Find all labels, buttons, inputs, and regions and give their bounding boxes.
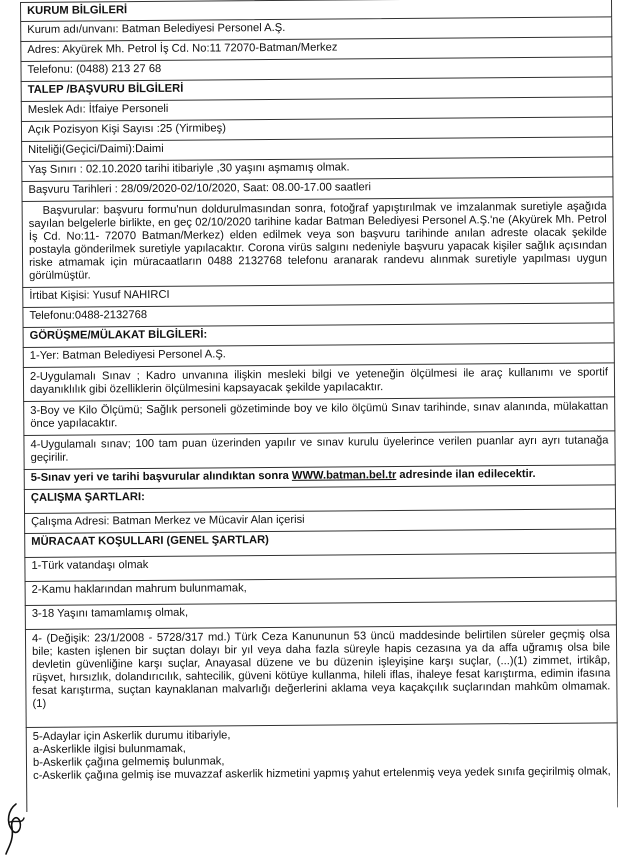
section-muracaat-header: MÜRACAAT KOŞULLARI (GENEL ŞARTLAR) (24, 529, 616, 558)
gorusme-item-3: 3-Boy ve Kilo Ölçümü; Sağlık personeli gözetiminde boy ve kilo ölçümü Sınav tarihinde, sınav alanında, mülakattan önce yapılacaktır. (23, 397, 615, 436)
calisma-adresi: Çalışma Adresi: Batman Merkez ve Mücavir Alan içerisi (24, 509, 616, 534)
muracaat-item-4: 4- (Değişik: 23/1/2008 - 5728/317 md.) Türk Ceza Kanununun 53 üncü maddesinde belirtilen süreler geçmiş olsa bile; kasten işlenen bir suçtan dolayı bir yıl veya daha fazla süreyle hapis cezasına ya da affa uğramış olsa bile devletin güvenliğine karşı suçlar, Anayasal düzene ve bu düzenin işleyişine karşı suçlar, (...)(1) zimmet, irtikâp, rüşvet, hırsızlık, dolandırıcılık, sahtecilik, güveni kötüye kullanma, hileli iflas, ihaleye fesat karıştırma, edimin ifasına fesat karıştırma, suçtan kaynaklanan malvarlığı değerlerini aklama veya kaçakçılık suçlarından mahkûm olmamak. (1) (25, 625, 618, 728)
kurum-address: Adres: Akyürek Mh. Petrol İş Cd. No:11 72070-Batman/Merkez (20, 37, 612, 62)
basvuru-tarihleri: Başvuru Tarihleri : 28/09/2020-02/10/2020, Saat: 08.00-17.00 saatleri (21, 177, 613, 202)
application-form (20, 0, 618, 858)
gorusme-item-5-pre: 5-Sınav yeri ve tarihi başvurular alındıktan sonra (30, 469, 292, 484)
gorusme-item-2: 2-Uygulamalı Sınav ; Kadro unvanına ilişkin mesleki bilgi ve yeteneğin ölçülmesi ile araç kullanımı ve sportif dayanıklılık gibi özelliklerin ölçülmesini kapsayacak şekilde yapılacaktır. (23, 363, 615, 402)
section-calisma-header: ÇALIŞMA ŞARTLARI: (24, 485, 616, 514)
askerlik-c: c-Askerlik çağına gelmiş ise muvazzaf askerlik hizmetini yapmış yahut ertelenmiş veya yedek sınıfa geçirilmiş olmak, (33, 765, 611, 782)
kurum-name: Kurum adı/unvanı: Batman Belediyesi Personel A.Ş. (20, 17, 612, 42)
section-kurum-header: KURUM BİLGİLERİ (20, 0, 612, 22)
muracaat-item-5 (26, 723, 618, 812)
irtibat-kisisi: İrtibat Kişisi: Yusuf NAHIRCI (22, 283, 614, 308)
askerlik-b: b-Askerlik çağına gelmemiş bulunmak, (32, 755, 225, 769)
handwritten-signature (2, 800, 28, 856)
muracaat-item-2: 2-Kamu haklarından mahrum bulunmamak, (25, 577, 617, 606)
yas-siniri: Yaş Sınırı : 02.10.2020 tarihi itibariyle ,30 yaşını aşmamış olmak. (21, 157, 613, 182)
askerlik-title: 5-Adaylar için Askerlik durumu itibariyle, (32, 729, 231, 743)
meslek-adi: Meslek Adı: İtfaiye Personeli (21, 97, 613, 122)
irtibat-telefon: Telefonu:0488-2132768 (22, 303, 614, 328)
askerlik-a: a-Askerlikle ilgisi bulunmamak, (32, 742, 186, 756)
acik-pozisyon: Açık Pozisyon Kişi Sayısı :25 (Yirmibeş) (21, 117, 613, 142)
basvuru-paragraph: Başvurular: başvuru formu'nun doldurulmasından sonra, fotoğraf yapıştırılmak ve imzalanmak suretiyle aşağıda sayılan belgelerle birlikte, en geç 02/10/2020 tarihine kadar Batman Belediyesi Personel A.Ş.'ne (Akyürek Mh. Petrol İş Cd. No:11- 72070 Batman/Merkez) elden edilmek veya son başvuru tarihinde anılan adreste olacak şekilde postayla gönderilmek suretiyle yapılacaktır. Corona virüs salgını nedeniyle başvuru yapacak kişiler sağlık açısından riske atmamak için müracaatların 0488 2132768 telefonu aranarak randevu alınmak suretiyle yapılması uygun görülmüştür. (22, 197, 615, 288)
kurum-phone: Telefonu: (0488) 213 27 68 (20, 57, 612, 82)
gorusme-item-4: 4-Uygulamalı sınav; 100 tam puan üzerinden yapılır ve sınav kurulu üyelerince verilen puanlar ayrı ayrı tutanağa geçirilir. (23, 431, 615, 470)
section-talep-header: TALEP /BAŞVURU BİLGİLERİ (21, 77, 613, 102)
muracaat-item-1: 1-Türk vatandaşı olmak (24, 553, 616, 582)
gorusme-item-1: 1-Yer: Batman Belediyesi Personel A.Ş. (23, 343, 615, 368)
website-link[interactable]: WWW.batman.bel.tr (291, 469, 397, 482)
gorusme-item-5-post: adresinde ilan edilecektir. (396, 467, 536, 482)
nitelik: Niteliği(Geçici/Daimi):Daimi (21, 137, 613, 162)
muracaat-item-3: 3-18 Yaşını tamamlamış olmak, (25, 601, 617, 630)
section-gorusme-header: GÖRÜŞME/MÜLAKAT BİLGİLERİ: (23, 323, 615, 348)
